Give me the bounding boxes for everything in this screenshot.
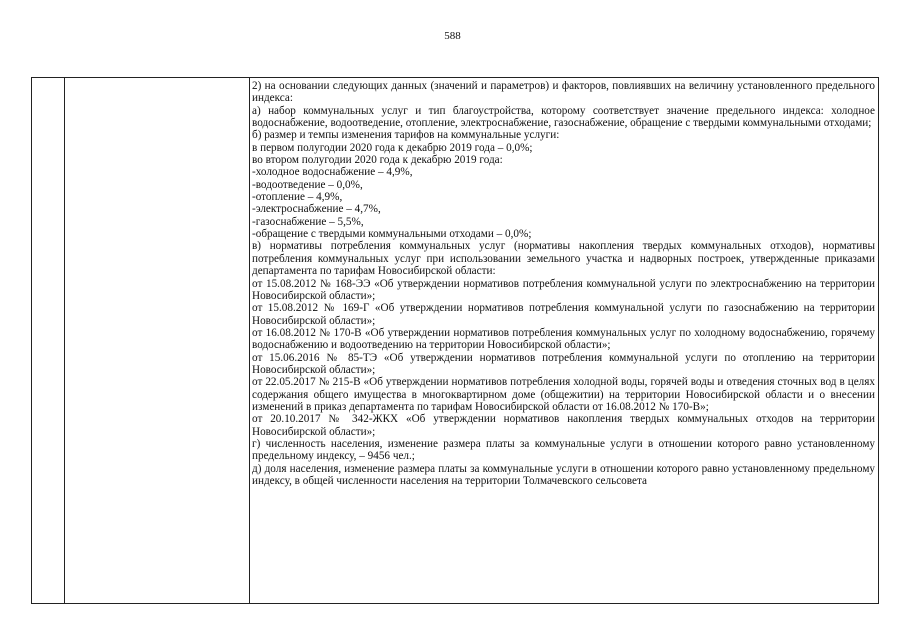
paragraph: 2) на основании следующих данных (значений и параметров) и факторов, повлиявших на величину установленного предельного индекса:	[252, 80, 875, 105]
paragraph: -отопление – 4,9%,	[252, 191, 343, 204]
paragraph: от 20.10.2017 № 342-ЖКХ «Об утверждении нормативов накопления твердых коммунальных отходов на территории Новосибирской области»;	[252, 413, 875, 438]
paragraph: от 22.05.2017 № 215-В «Об утверждении нормативов потребления холодной воды, горячей воды и отведения сточных вод в целях содержания общего имущества в многоквартирном доме (общежитии) на территории Новосибирской области и о внесении изменений в приказ департамента по тарифам Новосибирской области от 16.08.2012 № 170-В»;	[252, 376, 875, 413]
paragraph: -холодное водоснабжение – 4,9%,	[252, 166, 413, 179]
paragraph: д) доля населения, изменение размера платы за коммунальные услуги в отношении которого равно установленному предельному индексу, в общей численности населения на территории Толмачевского сельсовета	[252, 462, 875, 487]
paragraph: -газоснабжение – 5,5%,	[252, 215, 364, 228]
paragraph: во втором полугодии 2020 года к декабрю 2019 года:	[252, 154, 503, 167]
paragraph: от 16.08.2012 № 170-В «Об утверждении нормативов потребления коммунальных услуг по холодному водоснабжению, горячему водоснабжению и водоотведению на территории Новосибирской области»;	[252, 326, 875, 352]
paragraph: -обращение с твердыми коммунальными отходами – 0,0%;	[252, 228, 532, 241]
paragraph: в первом полугодии 2020 года к декабрю 2019 года – 0,0%;	[252, 141, 533, 154]
content-cell	[252, 80, 875, 603]
paragraph: -электроснабжение – 4,7%,	[252, 203, 381, 216]
paragraph: -водоотведение – 0,0%,	[252, 178, 363, 191]
column-divider	[249, 78, 250, 603]
column-divider	[64, 78, 65, 603]
paragraph: г) численность населения, изменение размера платы за коммунальные услуги в отношении которого равно установленному предельному индексу, – 9456 чел.;	[252, 437, 875, 463]
page-number: 588	[444, 30, 461, 42]
paragraph: в) нормативы потребления коммунальных услуг (нормативы накопления твердых коммунальных отходов), нормативы потребления коммунальных услуг при использовании земельного участка и надворных построек, утвержденные приказами департамента по тарифам Новосибирской области:	[252, 240, 875, 278]
document-table	[31, 77, 879, 604]
paragraph: а) набор коммунальных услуг и тип благоустройства, которому соответствует значение предельного индекса: холодное водоснабжение, водоотведение, отопление, электроснабжение, газоснабжение, обращение с твердыми коммунальными отходами;	[252, 104, 875, 130]
paragraph: от 15.06.2016 № 85-ТЭ «Об утверждении нормативов потребления коммунальной услуги по отоплению на территории Новосибирской области»;	[252, 351, 875, 376]
paragraph: от 15.08.2012 № 169-Г «Об утверждении нормативов потребления коммунальной услуги по газоснабжению на территории Новосибирской области»;	[252, 302, 875, 327]
paragraph: от 15.08.2012 № 168-ЭЭ «Об утверждении нормативов потребления коммунальной услуги по электроснабжению на территории Новосибирской области»;	[252, 277, 875, 302]
paragraph: б) размер и темпы изменения тарифов на коммунальные услуги:	[252, 129, 560, 142]
